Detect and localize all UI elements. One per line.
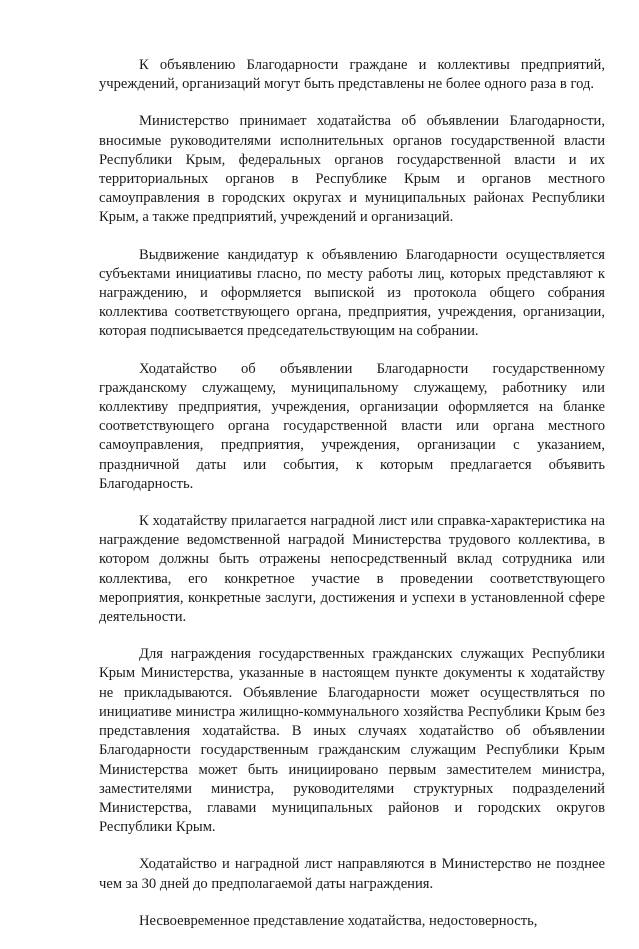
paragraph-attachments: К ходатайству прилагается наградной лист или справка-характеристика на награждение ведомственной наградой Министерства трудового коллектива, в котором должны быть отражены непосредственный вклад сотрудника или коллектива, его конкретное участие в проведении соответствующего мероприятия, конкретные заслуги, достижения и успехи в установленной сфере деятельности. [99, 513, 605, 626]
paragraph-frequency: К объявлению Благодарности граждане и коллективы предприятий, учреждений, организаций могут быть представлены не более одного раза в год. [99, 57, 605, 93]
paragraph-untimely: Несвоевременное представление ходатайства, недостоверность, [139, 912, 538, 929]
paragraph-nomination: Выдвижение кандидатур к объявлению Благодарности осуществляется субъектами инициативы гласно, по месту работы лиц, которых представляют к награждению, и оформляется выпиской из протокола общего собрания коллектива соответствующего органа, предприятия, учреждения, организации, которая подписывается председательствующим на собрании. [99, 246, 605, 340]
paragraph-petitioners: Министерство принимает ходатайства об объявлении Благодарности, вносимые руководителями исполнительных органов государственной власти Республики Крым, федеральных органов государственной власти и их территориальных органов в Республике Крым и органов местного самоуправления в городских округах и муниципальных районах Республики Крым, а также предприятий, учреждений и организаций. [99, 113, 605, 226]
paragraph-civil-servants: Для награждения государственных гражданских служащих Республики Крым Министерства, указанные в настоящем пункте документы к ходатайству не прикладываются. Объявление Благодарности может осуществляться по инициативе министра жилищно-коммунального хозяйства Республики Крым без представления ходатайства. В иных случаях ходатайство об объявлении Благодарности государственным гражданским служащим Республики Крым Министерства может быть инициировано первым заместителем министра, заместителями министра, руководителями структурных подразделений Министерства, главами муниципальных районов и городских округов Республики Крым. [99, 646, 605, 836]
document-body [99, 56, 605, 949]
paragraph-deadline: Ходатайство и наградной лист направляются в Министерство не позднее чем за 30 дней до предполагаемой даты награждения. [99, 856, 605, 892]
paragraph-petition-form: Ходатайство об объявлении Благодарности государственному гражданскому служащему, муниципальному служащему, работнику или коллективу предприятия, учреждения, организации оформляется на бланке соответствующего органа государственной власти или органа местного самоуправления, предприятия, учреждения, организации с указанием, праздничной даты или события, к которым предлагается объявить Благодарность. [99, 360, 605, 492]
